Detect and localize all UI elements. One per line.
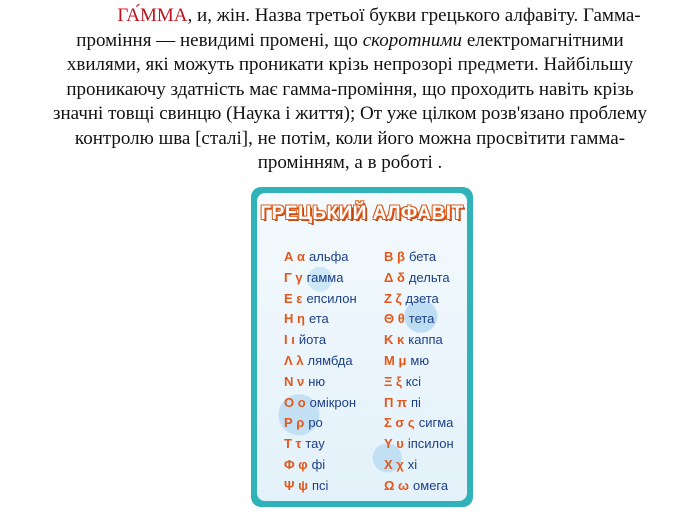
letter-symbol: Π π xyxy=(384,394,407,410)
letter-cell xyxy=(284,434,325,455)
letter-symbol: Ο ο xyxy=(284,394,306,410)
letter-name: дельта xyxy=(408,269,450,285)
letter-cell xyxy=(384,268,450,289)
letter-name: сигма xyxy=(418,415,454,431)
letter-cell xyxy=(284,330,326,351)
letter-symbol: Υ υ xyxy=(384,436,404,452)
letter-row xyxy=(278,309,468,330)
letter-row xyxy=(278,372,468,393)
letter-cell xyxy=(384,393,421,414)
letter-cell xyxy=(384,247,436,268)
letter-name: тау xyxy=(305,436,325,452)
letter-name: ксі xyxy=(405,373,422,389)
letter-symbol: Φ φ xyxy=(284,456,308,472)
letter-name: епсилон xyxy=(306,290,357,306)
letter-name: іпсилон xyxy=(407,436,454,452)
letter-row xyxy=(278,268,468,289)
letter-name: псі xyxy=(311,477,329,493)
entry-italic-word: скоротними xyxy=(362,29,463,51)
letter-name: йота xyxy=(298,332,327,348)
letter-symbol: Λ λ xyxy=(284,352,304,368)
letter-symbol: Ω ω xyxy=(384,477,410,493)
letter-symbol: Ε ε xyxy=(284,290,303,306)
letter-cell xyxy=(284,247,349,268)
letter-symbol: Θ θ xyxy=(384,311,405,327)
letter-cell xyxy=(284,476,328,497)
letter-name: хі xyxy=(407,456,418,472)
letter-name: каппа xyxy=(408,332,443,348)
letter-name: омега xyxy=(413,477,449,493)
letter-cell xyxy=(384,309,434,330)
letter-cell xyxy=(384,476,448,497)
letter-symbol: Ζ ζ xyxy=(384,290,402,306)
letter-row xyxy=(278,413,468,434)
letter-symbol: Τ τ xyxy=(284,436,302,452)
entry-text-part-2: електромагнітними хвилями, які можуть проникати крізь непрозорі предмети. Найбільшу проникаючу здатність має гамма-проміння, що проходить навіть крізь значні товщі свинцю (Наука і життя); От уже цілком розв'язано проблему контролю шва [сталі], не потім, коли його можна просвітити гамма-промінням, а в роботі . xyxy=(52,29,648,173)
letter-name: тета xyxy=(408,311,435,327)
letter-cell xyxy=(384,351,429,372)
entry-text-part-1: , и, жін. Назва третьої букви грецького алфавіту. Гамма-проміння — невидимі промені, що xyxy=(76,5,641,51)
letter-cell xyxy=(284,351,353,372)
letter-cell xyxy=(284,289,357,310)
dictionary-entry xyxy=(40,4,660,176)
greek-alphabet-poster xyxy=(251,187,473,507)
letter-row xyxy=(278,289,468,310)
letter-cell xyxy=(284,393,356,414)
letter-symbol: Κ κ xyxy=(384,332,405,348)
letter-row xyxy=(278,247,468,268)
headword: ГА́ММА xyxy=(117,5,188,26)
letter-name: бета xyxy=(408,249,437,264)
letter-symbol: Α α xyxy=(284,249,305,264)
letter-name: ро xyxy=(308,415,323,431)
letter-row xyxy=(278,476,468,497)
letter-row xyxy=(278,455,468,476)
letter-row xyxy=(278,330,468,351)
letter-grid xyxy=(278,247,468,497)
letter-row xyxy=(278,393,468,414)
letter-symbol: Ι ι xyxy=(284,332,295,348)
letter-symbol: Μ μ xyxy=(384,352,407,368)
letter-cell xyxy=(284,372,325,393)
letter-cell xyxy=(384,455,417,476)
letter-symbol: Ξ ξ xyxy=(384,373,402,389)
letter-name: дзета xyxy=(405,290,439,306)
poster-background xyxy=(257,193,467,501)
letter-name: пі xyxy=(410,394,421,410)
letter-symbol: Ψ ψ xyxy=(284,477,308,493)
letter-symbol: Σ σ ς xyxy=(384,415,415,431)
letter-symbol: Ρ ρ xyxy=(284,415,305,431)
letter-name: альфа xyxy=(309,249,349,264)
letter-cell xyxy=(284,268,343,289)
letter-name: фі xyxy=(311,456,326,472)
letter-name: омікрон xyxy=(309,394,357,410)
letter-name: ню xyxy=(308,373,326,389)
letter-name: ета xyxy=(308,311,329,327)
letter-cell xyxy=(284,413,323,434)
letter-symbol: Η η xyxy=(284,311,305,327)
letter-symbol: Β β xyxy=(384,249,405,264)
letter-cell xyxy=(384,434,454,455)
letter-name: мю xyxy=(410,352,430,368)
letter-name: лямбда xyxy=(307,352,353,368)
letter-cell xyxy=(384,413,453,434)
letter-cell xyxy=(384,289,439,310)
letter-row xyxy=(278,351,468,372)
poster-title: ГРЕЦЬКИЙ АЛФАВІТ xyxy=(260,203,464,224)
letter-cell xyxy=(384,372,421,393)
letter-symbol: Ν ν xyxy=(284,373,305,389)
letter-row xyxy=(278,434,468,455)
letter-symbol: Δ δ xyxy=(384,269,405,285)
letter-name: гамма xyxy=(306,269,344,285)
letter-symbol: Γ γ xyxy=(284,269,303,285)
letter-cell xyxy=(284,455,325,476)
letter-cell xyxy=(384,330,443,351)
letter-symbol: Χ χ xyxy=(384,456,404,472)
letter-cell xyxy=(284,309,329,330)
